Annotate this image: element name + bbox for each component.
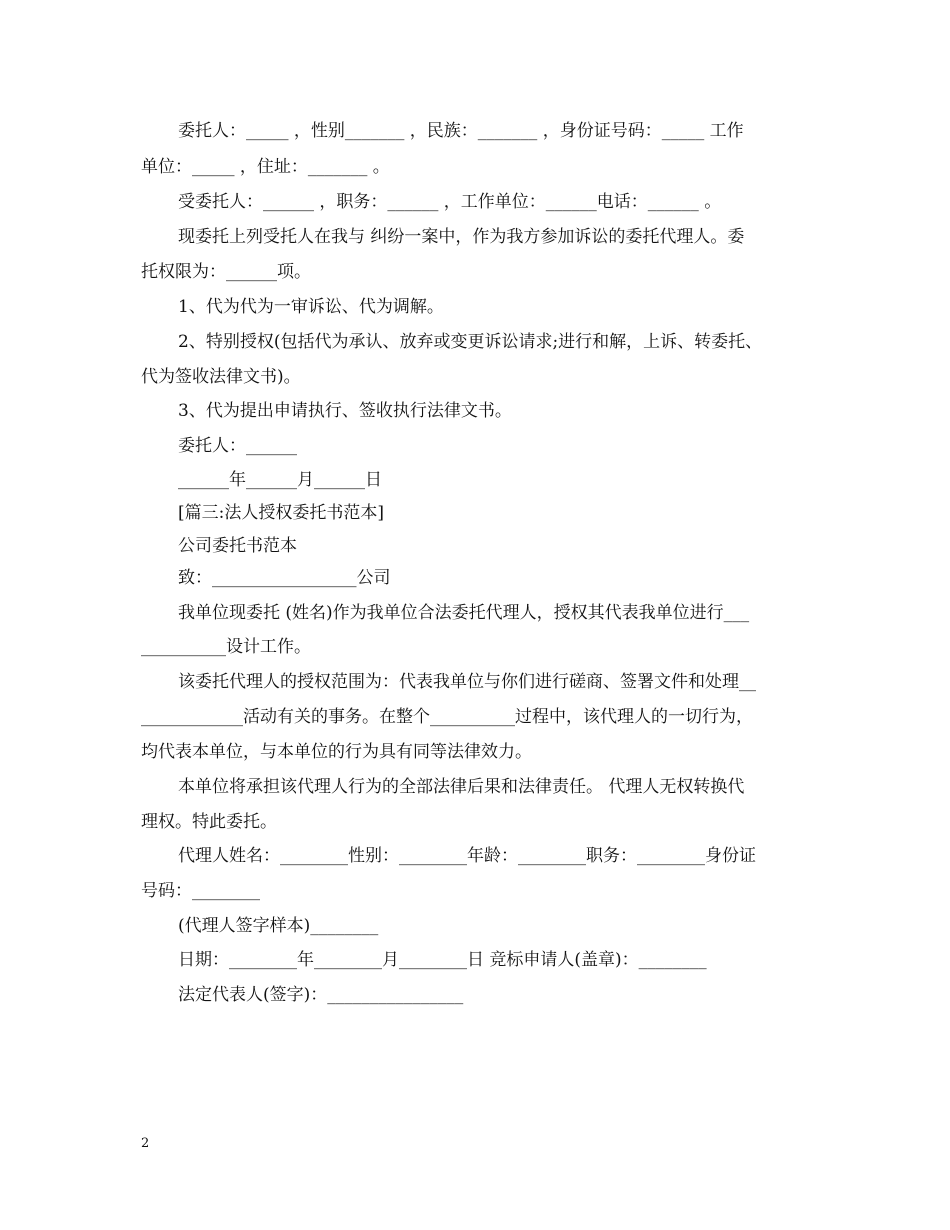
text-line: 3、代为提出申请执行、签收执行法律文书。 xyxy=(178,401,512,421)
text-line: 该委托代理人的授权范围为：代表我单位与你们进行磋商、签署文件和处理__ xyxy=(178,672,756,692)
text-line: 托权限为：______项。 xyxy=(141,262,311,282)
text-line: (代理人签字样本)________ xyxy=(178,916,379,936)
text-line: 受委托人：______ ，职务：______ ，工作单位：______电话：______ 。 xyxy=(178,192,722,212)
text-line: 致：_________________公司 xyxy=(178,568,391,588)
text-line: 日期：________年________月________日 竞标申请人(盖章)：________ xyxy=(178,950,707,970)
text-line: 1、代为代为一审诉讼、代为调解。 xyxy=(178,297,444,317)
text-line: 代为签收法律文书)。 xyxy=(141,367,301,387)
text-line: __________设计工作。 xyxy=(141,637,311,657)
text-line: 本单位将承担该代理人行为的全部法律后果和法律责任。 代理人无权转换代 xyxy=(178,777,745,797)
text-line: 均代表本单位，与本单位的行为具有同等法律效力。 xyxy=(141,742,532,762)
text-line: 理权。特此委托。 xyxy=(141,812,277,832)
text-line: ____________活动有关的事务。在整个__________过程中，该代理人的一切行为， xyxy=(141,707,753,727)
text-line: 委托人：______ xyxy=(178,436,297,456)
text-line: 现委托上列受托人在我与 纠纷一案中，作为我方参加诉讼的委托代理人。委 xyxy=(178,227,745,247)
text-line: 单位：_____ ，住址：_______ 。 xyxy=(141,157,390,177)
text-line: 我单位现委托 (姓名)作为我单位合法委托代理人，授权其代表我单位进行___ xyxy=(178,603,750,623)
text-line: 委托人：_____ ，性别_______ ，民族：_______ ，身份证号码：_____ 工作 xyxy=(178,121,744,141)
text-line: 2、特别授权(包括代为承认、放弃或变更诉讼请求;进行和解，上诉、转委托、 xyxy=(178,332,763,352)
page-number: 2 xyxy=(141,1136,150,1151)
text-line: 法定代表人(签字)：________________ xyxy=(178,985,464,1005)
text-line: 代理人姓名：________性别：________年龄：________职务：________身份证 xyxy=(178,846,756,866)
text-line: 号码：________ xyxy=(141,881,260,901)
document-title: 公司委托书范本 xyxy=(178,536,297,556)
text-line: ______年______月______日 xyxy=(178,470,382,490)
section-heading: [篇三:法人授权委托书范本] xyxy=(178,503,384,523)
